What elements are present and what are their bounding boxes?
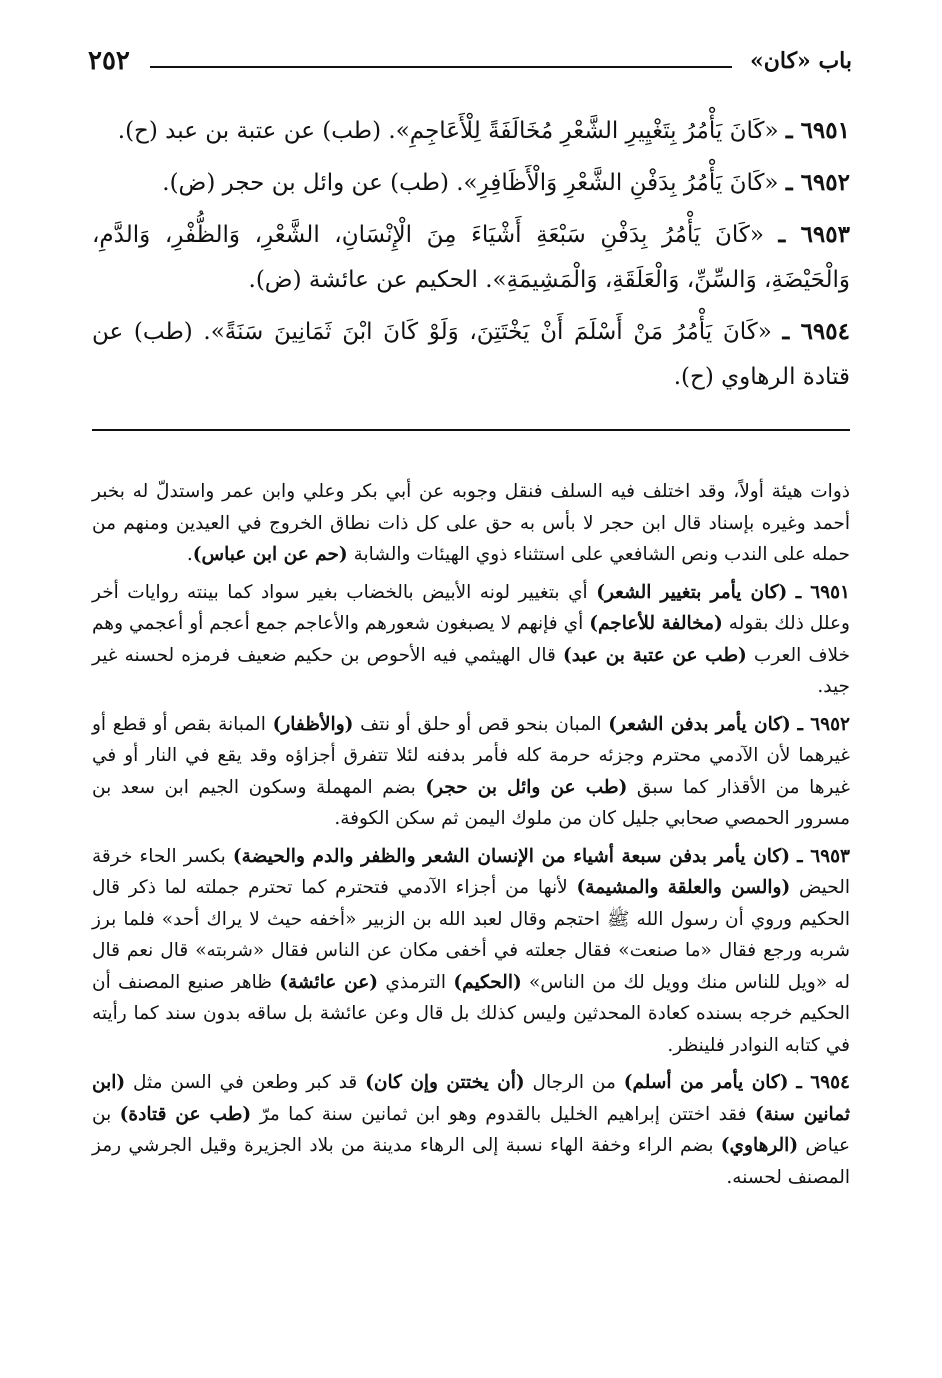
commentary-text: قال الهيثمي فيه الأحوص بن حكيم ضعيف فرمزه لحسنه غير جيد. <box>92 644 850 697</box>
commentary-text: بكسر الحاء خرقة الحيض <box>92 845 850 898</box>
commentary-text: ظاهر صنيع المصنف أن الحكيم خرجه بسنده كعادة المحدثين وليس كذلك بل قال وعن عائشة بل ساقه بدون سند كما رأيته في كتابه النوادر فلينظر. <box>92 971 850 1056</box>
hadith-entry <box>92 212 850 303</box>
quoted-phrase: (كان يأمر بتغيير الشعر) <box>596 581 788 603</box>
hadith-text-section <box>92 108 850 406</box>
hadith-text: «كَانَ يَأْمُرُ بِتَغْيِيرِ الشَّعْرِ مُخَالَفَةً لِلْأَعَاجِمِ». (طب) عن عتبة بن عبد (ح). <box>117 118 779 144</box>
header-rule <box>150 66 732 68</box>
commentary-text: المبان بنحو قص أو حلق أو نتف <box>353 713 609 735</box>
hadith-text: «كَانَ يَأْمُرُ بِدَفْنِ الشَّعْرِ وَالْأَظَافِرِ». (طب) عن وائل بن حجر (ض). <box>162 170 779 196</box>
commentary-number: ٦٩٥١ ـ <box>795 581 850 603</box>
source-reference: (طب عن عتبة بن عبد) <box>562 644 747 666</box>
commentary-text: من الرجال <box>524 1072 624 1093</box>
commentary-text: الترمذي <box>378 971 454 993</box>
commentary-text: المبانة بقص أو قطع أو غيرهما لأن الآدمي محترم وجزئه حرمة كله فأمر بدفنه لئلا تتفرق أجزاؤه وقد يقع في النار أو في غيرها من الأقذار كما سبق <box>92 713 850 798</box>
hadith-number: ٦٩٥١ ـ <box>785 117 850 144</box>
quoted-phrase: (والسن والعلقة والمشيمة) <box>576 877 791 898</box>
quoted-phrase: (كان يأمر بدفن الشعر) <box>608 713 791 735</box>
hadith-entry <box>92 309 850 400</box>
commentary-text: قد كبر وطعن في السن مثل <box>125 1072 366 1093</box>
commentary-6951 <box>92 577 850 703</box>
source-reference: (طب عن قتادة) <box>119 1103 252 1125</box>
hadith-entry <box>92 108 850 154</box>
chapter-title: باب «كان» <box>749 48 852 74</box>
commentary-text: ذوات هيئة أولاً، وقد اختلف فيه السلف فنقل وجوبه عن أبي بكر وعلي وابن عمر واستدلّ له بخبر أحمد وغيره بإسناد قال ابن حجر لا بأس به حق على كل ذات نطاق الخروج في العيدين ومنهم من حمله على الندب ونص الشافعي على استثناء ذوي الهيئات والشابة <box>92 481 850 565</box>
quoted-phrase: (مخالفة للأعاجم) <box>589 613 723 634</box>
source-reference: (الحكيم) <box>453 971 522 993</box>
commentary-text: بضم الراء وخفة الهاء نسبة إلى الرهاء مدينة من بلاد الجزيرة وقيل الجرشي رمز المصنف لحسنه. <box>92 1135 850 1188</box>
commentary-section <box>92 476 850 1199</box>
commentary-text: . <box>186 544 193 565</box>
commentary-text: لأنها من أجزاء الآدمي فتحترم كما تحترم جملته لما ذكر قال الحكيم وروي أن رسول الله ﷺ احتجم وقال لعبد الله بن الزبير «أخفه حيث لا يراك أحد» فلما برز شربه ورجع فقال «ما صنعت» فقال جعلته في أخفى مكان عن الناس فقال «شربته» قال نعم قال له «ويل للناس منك وويل لك من الناس» <box>92 877 851 993</box>
commentary-text: أي فإنهم لا يصبغون شعورهم والأعاجم جمع أعجم أو أعجمي وهم خلاف العرب <box>92 613 851 666</box>
source-reference: (طب عن وائل بن حجر) <box>425 776 628 798</box>
hadith-number: ٦٩٥٤ ـ <box>782 318 850 345</box>
quoted-phrase: (كان يأمر من أسلم) <box>623 1072 789 1093</box>
commentary-6952 <box>92 709 850 835</box>
commentary-6953 <box>92 841 850 1062</box>
page-number: ٢٥٢ <box>88 46 130 76</box>
quoted-phrase: (والأظفار) <box>272 713 354 735</box>
hadith-number: ٦٩٥٣ ـ <box>778 221 850 248</box>
commentary-text: بن عياض <box>92 1103 850 1156</box>
hadith-text: «كَانَ يَأْمُرُ مَنْ أَسْلَمَ أَنْ يَخْتَتِنَ، وَلَوْ كَانَ ابْنَ ثَمَانِينَ سَنَةً». (طب) عن قتادة الرهاوي (ح). <box>92 319 850 390</box>
source-reference: (عن عائشة) <box>279 971 379 993</box>
commentary-number: ٦٩٥٣ ـ <box>797 845 850 867</box>
section-divider <box>92 429 850 431</box>
commentary-intro <box>92 476 850 571</box>
commentary-number: ٦٩٥٤ ـ <box>796 1072 850 1093</box>
page-header <box>88 46 852 86</box>
quoted-phrase: (الرهاوي) <box>720 1135 799 1156</box>
commentary-number: ٦٩٥٢ ـ <box>797 713 850 735</box>
quoted-phrase: (كان يأمر بدفن سبعة أشياء من الإنسان الشعر والظفر والدم والحيضة) <box>232 845 790 867</box>
source-reference: (حم عن ابن عباس) <box>192 544 348 565</box>
hadith-text: «كَانَ يَأْمُرُ بِدَفْنِ سَبْعَةِ أَشْيَاءَ مِنَ الْإِنْسَانِ، الشَّعْرِ، وَالظُّفْرِ، وَالدَّمِ، وَالْحَيْضَةِ، وَالسِّنِّ، وَالْعَلَقَةِ، وَالْمَشِيمَةِ». الحكيم عن عائشة (ض). <box>92 222 850 293</box>
hadith-entry <box>92 160 850 206</box>
commentary-6954 <box>92 1067 850 1193</box>
commentary-text: فقد اختتن إبراهيم الخليل بالقدوم وهو ابن ثمانين سنة كما مرّ <box>251 1103 755 1125</box>
quoted-phrase: (ابن ثمانين سنة) <box>92 1072 850 1125</box>
commentary-text: أي بتغيير لونه الأبيض بالخضاب بغير سواد كما بينته روايات أخر وعلل ذلك بقوله <box>92 581 850 634</box>
hadith-number: ٦٩٥٢ ـ <box>785 169 850 196</box>
quoted-phrase: (أن يختتن وإن كان) <box>365 1072 525 1093</box>
commentary-text: بضم المهملة وسكون الجيم ابن سعد بن مسرور الحمصي صحابي جليل كان من ملوك اليمن ثم سكن الكوفة. <box>92 776 850 829</box>
